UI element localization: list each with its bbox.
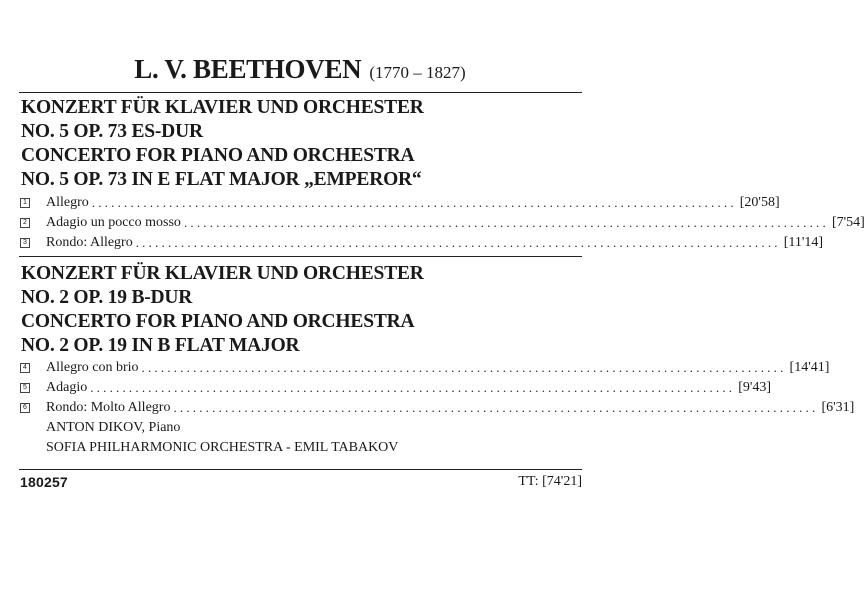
track-duration: [14'41] xyxy=(789,360,830,375)
track-duration: [7'54] xyxy=(831,215,865,230)
work-title-line: NO. 5 OP. 73 ES-DUR xyxy=(21,121,203,142)
track-title: Adagio xyxy=(46,380,88,395)
track-number-box: 1 xyxy=(20,198,30,208)
total-time: TT: [74'21] xyxy=(518,474,582,489)
work-title-line: CONCERTO FOR PIANO AND ORCHESTRA xyxy=(21,311,415,332)
work-1-track-list xyxy=(20,193,865,253)
catalog-number: 180257 xyxy=(20,474,68,490)
composer-dates: (1770 – 1827) xyxy=(369,63,466,82)
track-number-box: 4 xyxy=(20,363,30,373)
work-2-track-list xyxy=(20,358,855,418)
work-2-title xyxy=(21,262,581,358)
track-duration: [20'58] xyxy=(739,195,780,210)
top-divider xyxy=(19,92,582,93)
track-number-box: 5 xyxy=(20,383,30,393)
track-row xyxy=(20,358,830,378)
middle-divider xyxy=(19,256,582,257)
track-number-box: 2 xyxy=(20,218,30,228)
header xyxy=(0,54,600,85)
track-row xyxy=(20,233,824,253)
track-row xyxy=(20,213,865,233)
track-title: Rondo: Allegro xyxy=(46,235,133,250)
work-title-line: NO. 2 OP. 19 IN B FLAT MAJOR xyxy=(21,335,300,356)
dot-leader: .................................................................................................... xyxy=(141,360,787,375)
work-title-line: NO. 2 OP. 19 B-DUR xyxy=(21,287,193,308)
dot-leader: .................................................................................................... xyxy=(183,215,829,230)
dot-leader: .................................................................................................... xyxy=(135,235,781,250)
track-duration: [9'43] xyxy=(738,380,772,395)
track-duration: [6'31] xyxy=(821,400,855,415)
track-title: Allegro con brio xyxy=(46,360,139,375)
performer-credits xyxy=(46,418,586,458)
work-title-line: CONCERTO FOR PIANO AND ORCHESTRA xyxy=(21,145,415,166)
track-number-box: 3 xyxy=(20,238,30,248)
track-row xyxy=(20,398,855,418)
track-title: Allegro xyxy=(46,195,89,210)
composer-name: L. V. BEETHOVEN xyxy=(134,54,362,84)
work-title-line: KONZERT FÜR KLAVIER UND ORCHESTER xyxy=(21,97,424,118)
track-duration: [11'14] xyxy=(783,235,824,250)
dot-leader: .................................................................................................... xyxy=(173,400,819,415)
track-row xyxy=(20,193,780,213)
dot-leader: .................................................................................................... xyxy=(90,380,736,395)
work-1-title xyxy=(21,96,581,192)
track-title: Rondo: Molto Allegro xyxy=(46,400,171,415)
track-row xyxy=(20,378,772,398)
work-title-line: NO. 5 OP. 73 IN E FLAT MAJOR „EMPEROR“ xyxy=(21,169,422,190)
work-title-line: KONZERT FÜR KLAVIER UND ORCHESTER xyxy=(21,263,424,284)
soloist-credit: ANTON DIKOV, Piano xyxy=(46,420,181,435)
bottom-divider xyxy=(19,469,582,470)
orchestra-credit: SOFIA PHILHARMONIC ORCHESTRA - EMIL TABAKOV xyxy=(46,440,399,455)
track-number-box: 6 xyxy=(20,403,30,413)
track-title: Adagio un pocco mosso xyxy=(46,215,181,230)
dot-leader: .................................................................................................... xyxy=(91,195,737,210)
